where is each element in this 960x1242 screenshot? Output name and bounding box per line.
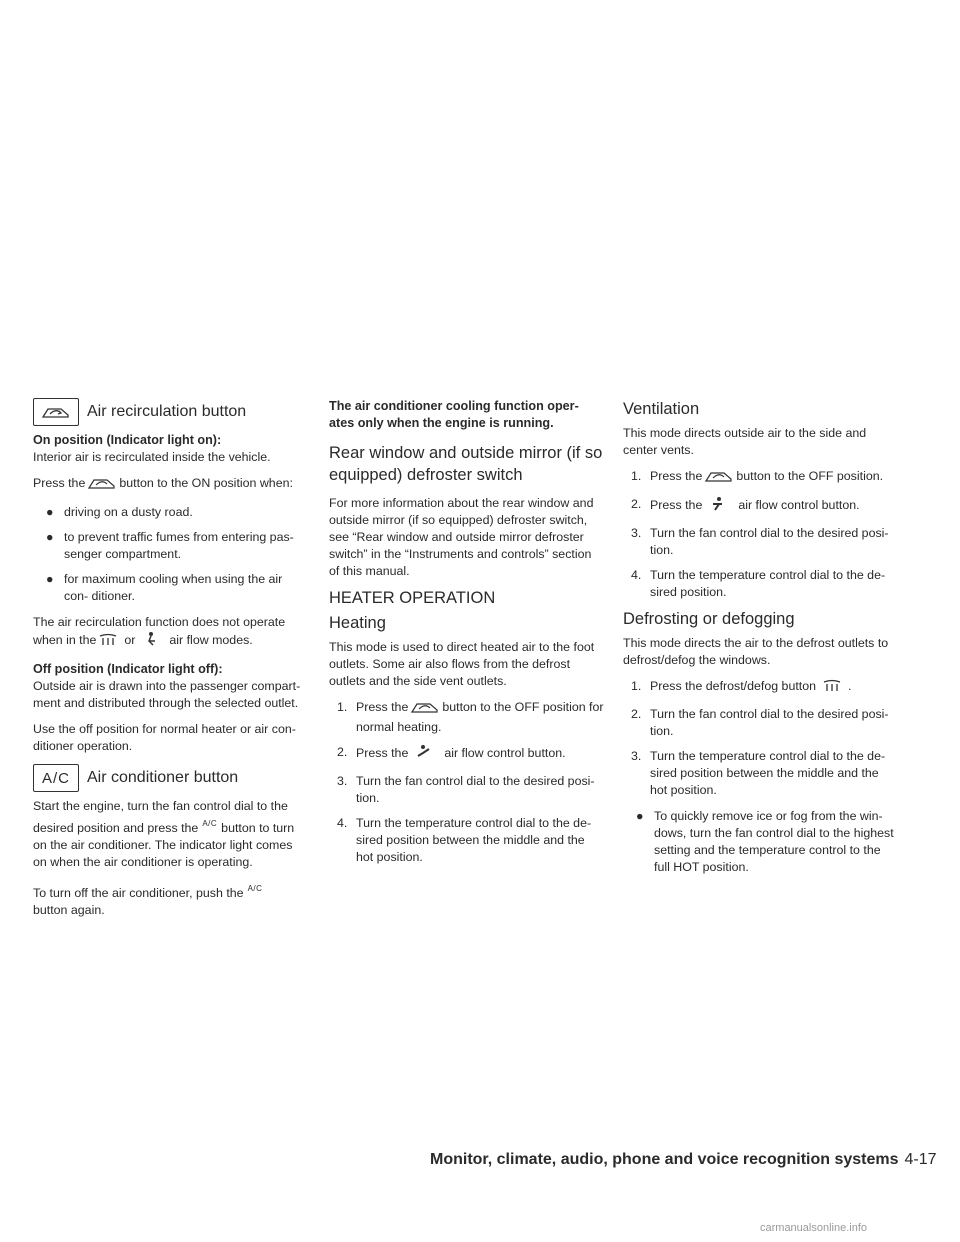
off-position-heading: Off position (Indicator light off): [33, 662, 223, 676]
on-position-text: Interior air is recirculated inside the vehicle. [33, 450, 271, 464]
floor-airflow-icon [414, 744, 432, 765]
list-item: 1. Press the button to the OFF position. [623, 468, 898, 488]
off-position-text: Outside air is drawn into the passenger compart- ment and distributed through the selected outlet. [33, 679, 301, 710]
on-position-heading: On position (Indicator light on): [33, 433, 222, 447]
ac-label-icon: A/C [202, 819, 218, 828]
defrost-icon [822, 679, 842, 698]
recirculation-icon [704, 469, 734, 488]
vent-airflow-icon [710, 496, 726, 517]
ac-heading [33, 764, 308, 792]
ac-label-icon: A/C [247, 884, 263, 893]
not-operate-text: The air recirculation function does not operate when in the or air flow modes. [33, 614, 308, 652]
list-item: 3. Turn the temperature control dial to the de- sired position between the middle and the hot position. [631, 749, 886, 797]
list-item: ● for maximum cooling when using the air con- ditioner. [46, 572, 283, 603]
footer-title: Monitor, climate, audio, phone and voice recognition systems [430, 1151, 899, 1168]
page-footer [430, 1151, 937, 1169]
heating-steps [329, 699, 604, 866]
list-item: 3. Turn the fan control dial to the desired posi- tion. [631, 526, 889, 557]
list-item: ● To quickly remove ice or fog from the win- dows, turn the fan control dial to the highest setting and the temperature control to the full HOT position. [636, 809, 894, 874]
use-off-text: Use the off position for normal heater or air con- ditioner operation. [33, 722, 296, 753]
press-post: button to the ON position when: [119, 476, 293, 490]
defrosting-steps [623, 678, 898, 799]
recirc-heading [33, 398, 308, 426]
watermark: carmanualsonline.info [760, 1222, 868, 1234]
list-item: 1. Press the button to the OFF position for normal heating. [337, 700, 604, 734]
heating-title: Heating [329, 614, 386, 632]
list-item: ● to prevent traffic fumes from entering pas- senger compartment. [46, 530, 294, 561]
defrost-bullets [623, 808, 898, 876]
recirculation-icon [87, 476, 117, 495]
defrosting-title: Defrosting or defogging [623, 610, 795, 628]
recirculation-icon [410, 700, 440, 719]
column-1 [33, 398, 308, 928]
heater-operation-title: HEATER OPERATION [329, 589, 496, 607]
ac-start-text: Start the engine, turn the fan control dial to the desired position and press the $^{A/C}$ button to turn on the air conditioner. The indicator light comes on when the air conditioner is operating. [33, 799, 295, 869]
ventilation-title: Ventilation [623, 400, 700, 418]
page-number: 4-17 [904, 1151, 937, 1168]
ventilation-text: This mode directs outside air to the side and center vents. [623, 426, 867, 457]
ac-icon: A/C [33, 764, 79, 792]
defrost-floor-icon [141, 631, 161, 652]
column-2 [329, 398, 604, 875]
list-item: 2. Turn the fan control dial to the desired posi- tion. [631, 707, 889, 738]
recirc-bullets [33, 504, 308, 605]
recirculation-icon [33, 398, 79, 426]
list-item: 2. Press the air flow control button. [623, 496, 898, 517]
list-item: 1. Press the defrost/defog button . [623, 678, 898, 698]
press-line [33, 475, 308, 495]
list-item: ● driving on a dusty road. [46, 505, 193, 519]
list-item: 3. Turn the fan control dial to the desired posi- tion. [337, 774, 595, 805]
ventilation-steps [623, 468, 898, 601]
recirc-title: Air recirculation button [87, 403, 247, 420]
rear-defroster-text: For more information about the rear window and outside mirror (if so equipped) defroster switch, see “Rear window and outside mirror defroster switch” in the “Instruments and controls” section of this manual. [329, 496, 594, 578]
column-3 [623, 398, 898, 885]
heating-text: This mode is used to direct heated air to the foot outlets. Some air also flows from the defrost outlets and the side vent outlets. [329, 640, 595, 688]
cooling-note: The air conditioner cooling function oper- ates only when the engine is running. [329, 399, 579, 430]
press-pre: Press the [33, 476, 86, 490]
list-item: 4. Turn the temperature control dial to the de- sired position. [631, 568, 886, 599]
list-item: 4. Turn the temperature control dial to the de- sired position between the middle and the hot position. [337, 816, 592, 864]
ac-off-text: To turn off the air conditioner, push the $^{A/C}$ button again. [33, 884, 263, 917]
defrost-icon [98, 633, 118, 652]
rear-defroster-title: Rear window and outside mirror (if so equipped) defroster switch [329, 444, 603, 484]
list-item: 2. Press the air flow control button. [329, 744, 604, 765]
ac-title: Air conditioner button [87, 769, 239, 786]
defrosting-text: This mode directs the air to the defrost outlets to defrost/defog the windows. [623, 636, 889, 667]
